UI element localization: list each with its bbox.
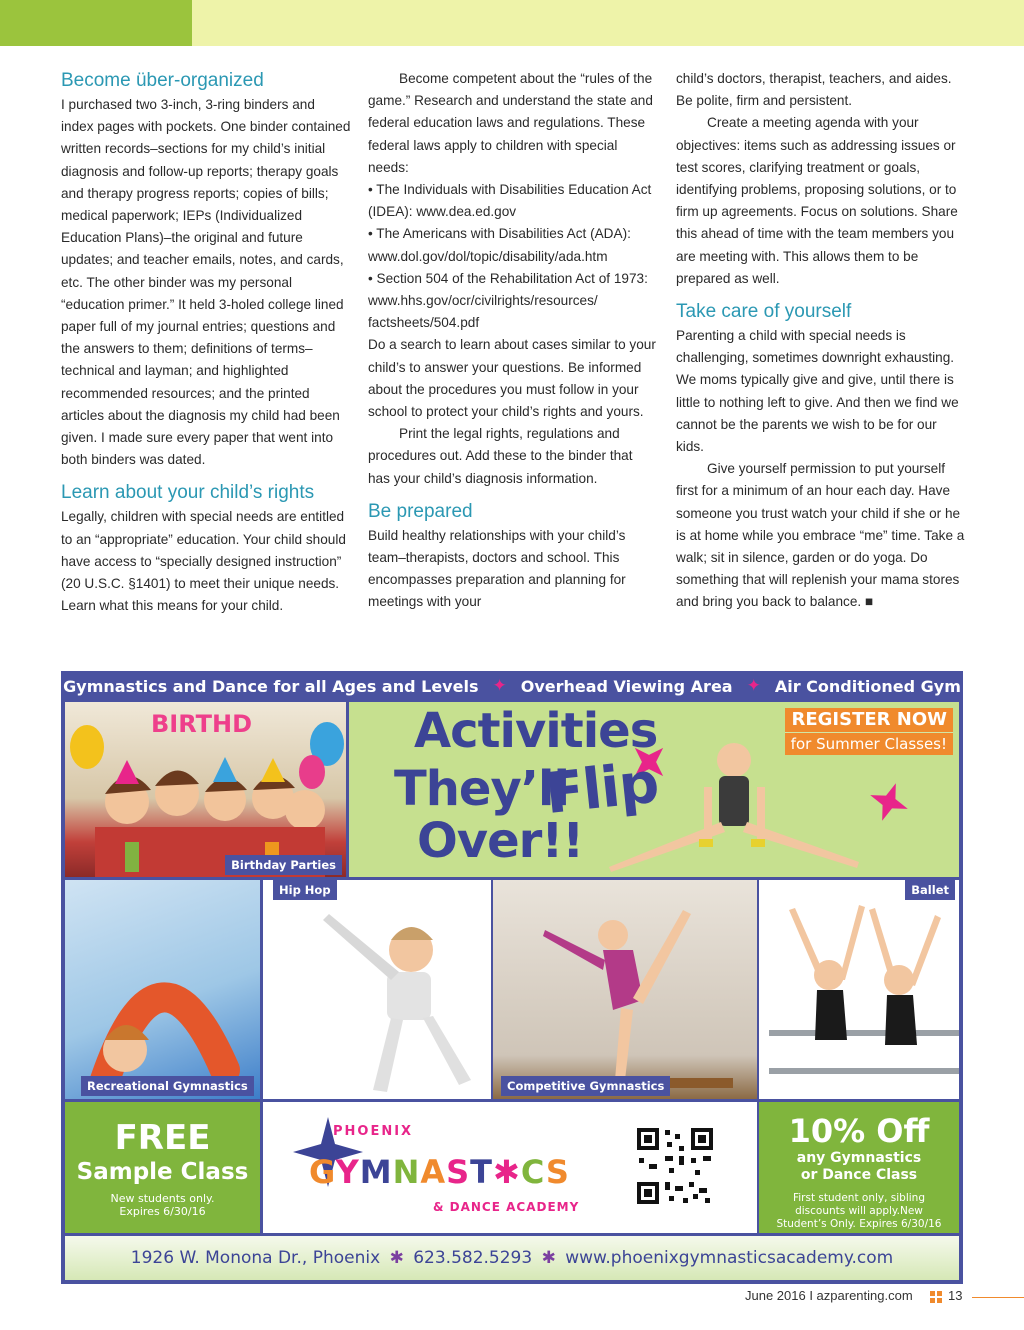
birthday-party-photo bbox=[65, 702, 346, 877]
article-column-3 bbox=[676, 68, 966, 614]
footer-text: June 2016 I azparenting.com bbox=[745, 1288, 913, 1303]
paragraph: Print the legal rights, regulations and procedures out. Add these to the binder that has your child’s diagnosis information. bbox=[368, 426, 633, 486]
footer-rule bbox=[972, 1297, 1024, 1298]
ad-banner bbox=[61, 671, 963, 702]
caption-recreational: Recreational Gymnastics bbox=[81, 1076, 254, 1096]
page-number: 13 bbox=[948, 1288, 963, 1303]
gymnast-icon: ✱ bbox=[389, 1248, 404, 1268]
website-link[interactable]: www.phoenixgymnasticsacademy.com bbox=[565, 1248, 894, 1268]
logo-letter: A bbox=[420, 1153, 447, 1191]
headline-panel bbox=[349, 702, 959, 877]
address: 1926 W. Monona Dr., Phoenix bbox=[130, 1248, 381, 1268]
article-column-2 bbox=[368, 68, 658, 614]
gymnastics-advertisement bbox=[61, 671, 963, 1284]
register-now: REGISTER NOW bbox=[785, 708, 953, 732]
headline-line-2: They’ll bbox=[394, 761, 569, 817]
paragraph: Do a search to learn about cases similar to your child’s to answer your questions. Be informed about the procedures you must follow in your school to protect your child’s rights and yours. bbox=[368, 337, 656, 420]
banner-item: Air Conditioned Gym bbox=[774, 677, 961, 696]
banner-item: Overhead Viewing Area bbox=[520, 677, 733, 696]
gymnast-star-icon: ✦ bbox=[492, 676, 507, 696]
heading-take-care: Take care of yourself bbox=[676, 301, 852, 323]
hip-hop-photo bbox=[263, 880, 491, 1099]
heading-be-prepared: Be prepared bbox=[368, 500, 473, 522]
logo-letter: C bbox=[520, 1153, 546, 1191]
caption-competitive: Competitive Gymnastics bbox=[501, 1076, 670, 1096]
star-decoration-icon bbox=[863, 776, 914, 827]
caption-birthday: Birthday Parties bbox=[225, 855, 342, 875]
logo-letter: N bbox=[392, 1153, 421, 1191]
discount-subtitle: any Gymnastics or Dance Class bbox=[796, 1150, 922, 1183]
phone-number: 623.582.5293 bbox=[413, 1248, 533, 1268]
competitive-gymnastics-photo bbox=[493, 880, 757, 1099]
logo-phoenix: PHOENIX bbox=[333, 1124, 414, 1139]
page-footer bbox=[700, 1288, 1024, 1308]
logo-gymnast-icon: ✱ bbox=[493, 1153, 521, 1191]
paragraph: Build healthy relationships with your child’s team–therapists, doctors and school. This encompasses preparation and planning for meetings with your bbox=[368, 527, 626, 610]
logo-letter: Y bbox=[335, 1153, 360, 1191]
recreational-gymnastics-photo bbox=[65, 880, 260, 1099]
register-callout bbox=[785, 708, 953, 755]
top-color-band bbox=[0, 0, 1024, 46]
gymnast-star-icon: ✦ bbox=[746, 676, 761, 696]
bridge-gymnast-illustration bbox=[65, 880, 260, 1099]
caption-ballet: Ballet bbox=[905, 880, 955, 900]
paragraph: child’s doctors, therapist, teachers, and aides. Be polite, firm and persistent. bbox=[676, 71, 952, 109]
paragraph: Legally, children with special needs are entitled to an “appropriate” education. Your child should have access to “specially designed instruction” (20 U.S.C. §1401) to meet their unique needs. Learn what this means for your child. bbox=[61, 509, 346, 614]
headline-line-3: Over!! bbox=[417, 813, 584, 869]
balloon-letters: BIRTHD bbox=[151, 710, 253, 738]
paragraph: Create a meeting agenda with your objectives: items such as addressing issues or test scores, clarifying treatment or goals, identifying problems, proposing solutions, or to firm up agreements. Focus on solutions. Share this ahead of time with the team members you are meeting with. This allows them to be prepared as well. bbox=[676, 115, 958, 286]
bullet-504: • Section 504 of the Rehabilitation Act of 1973: www.hhs.gov/ocr/civilrights/resources/ factsheets/504.pdf bbox=[368, 270, 648, 331]
headline-flip: Flip bbox=[542, 750, 662, 827]
paragraph: I purchased two 3-inch, 3-ring binders and index pages with pockets. One binder contained written records–sections for my child’s initial diagnosis and follow-up reports; therapy goals and therapy progress reports; copies of bills; medical paperwork; IEPs (Individualized Education Plans)–the original and future updates; and teacher emails, notes, and cards, etc. The other binder was my personal “education primer.” It held 3-holed college lined paper full of my journal entries; questions and the answers to them; definitions of terms–technical and layman; and highlighted recommended resources; and the printed articles about the diagnosis my child had been given. I made sure every paper that went into both binders was dated. bbox=[61, 97, 351, 468]
logo-letter: S bbox=[446, 1153, 471, 1191]
logo-letter: S bbox=[545, 1153, 570, 1191]
logo-dance-academy: & DANCE ACADEMY bbox=[433, 1200, 580, 1214]
headline-line-1: Activities bbox=[414, 703, 658, 759]
ballet-photo bbox=[759, 880, 959, 1099]
caption-hip-hop: Hip Hop bbox=[273, 880, 337, 900]
contact-bar bbox=[65, 1236, 959, 1280]
free-note: New students only. Expires 6/30/16 bbox=[110, 1192, 215, 1218]
qr-code-icon bbox=[635, 1126, 715, 1206]
ballet-dancers-illustration bbox=[759, 880, 959, 1099]
hip-hop-dancer-illustration bbox=[263, 880, 491, 1099]
bullet-ada: • The Americans with Disabilities Act (ADA): www.dol.gov/dol/topic/disability/ada.htm bbox=[368, 226, 631, 264]
scale-gymnast-illustration bbox=[493, 880, 757, 1099]
logo-letter: M bbox=[359, 1153, 393, 1191]
footer-square-icon bbox=[930, 1291, 942, 1303]
free-subtitle: Sample Class bbox=[76, 1159, 249, 1185]
free-class-promo bbox=[65, 1102, 260, 1233]
free-title: FREE bbox=[114, 1118, 211, 1158]
heading-learn-rights: Learn about your child’s rights bbox=[61, 482, 315, 504]
gymnast-icon: ✱ bbox=[541, 1248, 556, 1268]
banner-item: Gymnastics and Dance for all Ages and Levels bbox=[63, 677, 479, 696]
register-sub: for Summer Classes! bbox=[785, 733, 953, 755]
discount-title: 10% Off bbox=[788, 1112, 930, 1150]
discount-promo bbox=[759, 1102, 959, 1233]
paragraph: Give yourself permission to put yourself first for a minimum of an hour each day. Have someone you trust watch your child if she or he is at home while you embrace “me” time. Take a walk; sit in silence, garden or do yoga. Do something that will replenish your mama stores and bring you back to balance. ■ bbox=[676, 461, 965, 610]
birthday-illustration bbox=[65, 702, 346, 877]
paragraph: Parenting a child with special needs is challenging, sometimes downright exhausting. We moms typically give and give, until there is little to nothing left to give. And then we find we cannot be the parents we wish to be for our kids. bbox=[676, 328, 959, 455]
logo-gymnastics bbox=[309, 1154, 570, 1190]
discount-note: First student only, sibling discounts will apply.New Student’s Only. Expires 6/30/16 bbox=[776, 1192, 942, 1230]
paragraph: Become competent about the “rules of the game.” Research and understand the state and federal education laws and regulations. These federal laws apply to children with special needs: bbox=[368, 71, 653, 175]
bullet-idea: • The Individuals with Disabilities Education Act (IDEA): www.dea.ed.gov bbox=[368, 182, 652, 220]
logo-panel bbox=[263, 1102, 757, 1233]
logo-letter: T bbox=[470, 1153, 493, 1191]
article-column-1 bbox=[61, 68, 351, 617]
heading-become-organized: Become über-organized bbox=[61, 70, 264, 91]
top-color-band-accent bbox=[0, 0, 192, 46]
logo-letter: G bbox=[309, 1153, 336, 1191]
